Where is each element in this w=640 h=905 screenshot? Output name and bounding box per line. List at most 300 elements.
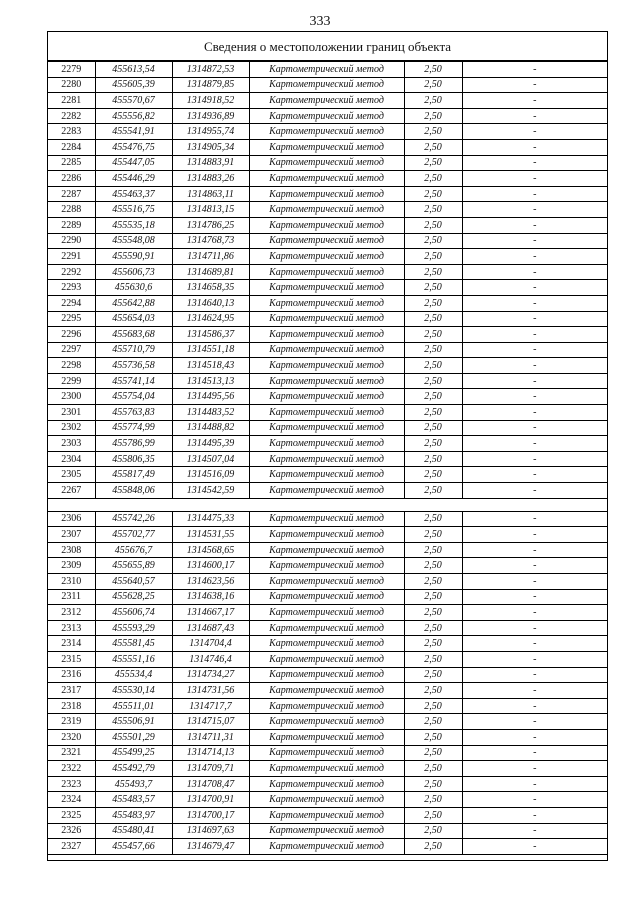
accuracy-cell: 2,50 (404, 589, 462, 605)
accuracy-cell: 2,50 (404, 574, 462, 590)
point-number-cell: 2289 (48, 217, 95, 233)
y-coordinate-cell: 1314518,43 (172, 358, 249, 374)
point-number-cell: 2288 (48, 202, 95, 218)
point-number-cell: 2291 (48, 249, 95, 265)
accuracy-cell: 2,50 (404, 839, 462, 855)
remark-cell: - (462, 667, 607, 683)
table-row (48, 233, 607, 249)
point-number-cell: 2324 (48, 792, 95, 808)
accuracy-cell: 2,50 (404, 636, 462, 652)
remark-cell: - (462, 124, 607, 140)
accuracy-cell: 2,50 (404, 327, 462, 343)
point-number-cell: 2280 (48, 77, 95, 93)
method-cell: Картометрический метод (249, 249, 404, 265)
y-coordinate-cell: 1314711,86 (172, 249, 249, 265)
table-row (48, 264, 607, 280)
point-number-cell: 2292 (48, 264, 95, 280)
accuracy-cell: 2,50 (404, 171, 462, 187)
table-row (48, 589, 607, 605)
method-cell: Картометрический метод (249, 792, 404, 808)
point-number-cell: 2293 (48, 280, 95, 296)
y-coordinate-cell: 1314714,13 (172, 745, 249, 761)
remark-cell: - (462, 186, 607, 202)
accuracy-cell: 2,50 (404, 651, 462, 667)
y-coordinate-cell: 1314516,09 (172, 467, 249, 483)
point-number-cell: 2316 (48, 667, 95, 683)
y-coordinate-cell: 1314955,74 (172, 124, 249, 140)
point-number-cell: 2321 (48, 745, 95, 761)
accuracy-cell: 2,50 (404, 807, 462, 823)
accuracy-cell: 2,50 (404, 542, 462, 558)
table-row (48, 483, 607, 499)
method-cell: Картометрический метод (249, 823, 404, 839)
table-row (48, 667, 607, 683)
accuracy-cell: 2,50 (404, 405, 462, 421)
y-coordinate-cell: 1314623,56 (172, 574, 249, 590)
method-cell: Картометрический метод (249, 171, 404, 187)
y-coordinate-cell: 1314711,31 (172, 729, 249, 745)
table-row (48, 542, 607, 558)
method-cell: Картометрический метод (249, 542, 404, 558)
method-cell: Картометрический метод (249, 264, 404, 280)
table-row (48, 108, 607, 124)
table-row (48, 792, 607, 808)
y-coordinate-cell: 1314936,89 (172, 108, 249, 124)
table-title: Сведения о местоположении границ объекта (48, 32, 607, 61)
point-number-cell: 2304 (48, 451, 95, 467)
point-number-cell: 2296 (48, 327, 95, 343)
remark-cell: - (462, 327, 607, 343)
accuracy-cell: 2,50 (404, 761, 462, 777)
table-row (48, 280, 607, 296)
x-coordinate-cell: 455741,14 (95, 373, 172, 389)
accuracy-cell: 2,50 (404, 108, 462, 124)
x-coordinate-cell: 455457,66 (95, 839, 172, 855)
table-row (48, 249, 607, 265)
point-number-cell: 2318 (48, 698, 95, 714)
accuracy-cell: 2,50 (404, 124, 462, 140)
table-row (48, 511, 607, 527)
point-number-cell: 2301 (48, 405, 95, 421)
section-separator-row (48, 498, 607, 511)
x-coordinate-cell: 455702,77 (95, 527, 172, 543)
accuracy-cell: 2,50 (404, 249, 462, 265)
method-cell: Картометрический метод (249, 139, 404, 155)
accuracy-cell: 2,50 (404, 511, 462, 527)
y-coordinate-cell: 1314687,43 (172, 620, 249, 636)
method-cell: Картометрический метод (249, 683, 404, 699)
accuracy-cell: 2,50 (404, 373, 462, 389)
method-cell: Картометрический метод (249, 295, 404, 311)
remark-cell: - (462, 405, 607, 421)
x-coordinate-cell: 455593,29 (95, 620, 172, 636)
x-coordinate-cell: 455774,99 (95, 420, 172, 436)
remark-cell: - (462, 698, 607, 714)
method-cell: Картометрический метод (249, 405, 404, 421)
x-coordinate-cell: 455606,74 (95, 605, 172, 621)
remark-cell: - (462, 761, 607, 777)
method-cell: Картометрический метод (249, 217, 404, 233)
remark-cell: - (462, 93, 607, 109)
x-coordinate-cell: 455483,57 (95, 792, 172, 808)
remark-cell: - (462, 651, 607, 667)
table-row (48, 729, 607, 745)
x-coordinate-cell: 455817,49 (95, 467, 172, 483)
method-cell: Картометрический метод (249, 233, 404, 249)
x-coordinate-cell: 455763,83 (95, 405, 172, 421)
y-coordinate-cell: 1314709,71 (172, 761, 249, 777)
x-coordinate-cell: 455736,58 (95, 358, 172, 374)
accuracy-cell: 2,50 (404, 62, 462, 78)
point-number-cell: 2325 (48, 807, 95, 823)
table-row (48, 389, 607, 405)
remark-cell: - (462, 483, 607, 499)
y-coordinate-cell: 1314667,17 (172, 605, 249, 621)
x-coordinate-cell: 455654,03 (95, 311, 172, 327)
table-row (48, 683, 607, 699)
x-coordinate-cell: 455742,26 (95, 511, 172, 527)
table-row (48, 93, 607, 109)
table-row (48, 420, 607, 436)
point-number-cell: 2286 (48, 171, 95, 187)
method-cell: Картометрический метод (249, 558, 404, 574)
y-coordinate-cell: 1314717,7 (172, 698, 249, 714)
method-cell: Картометрический метод (249, 527, 404, 543)
remark-cell: - (462, 295, 607, 311)
accuracy-cell: 2,50 (404, 358, 462, 374)
accuracy-cell: 2,50 (404, 467, 462, 483)
remark-cell: - (462, 217, 607, 233)
x-coordinate-cell: 455492,79 (95, 761, 172, 777)
point-number-cell: 2283 (48, 124, 95, 140)
method-cell: Картометрический метод (249, 574, 404, 590)
table-row (48, 77, 607, 93)
accuracy-cell: 2,50 (404, 202, 462, 218)
y-coordinate-cell: 1314708,47 (172, 776, 249, 792)
table-row (48, 124, 607, 140)
y-coordinate-cell: 1314813,15 (172, 202, 249, 218)
table-row (48, 139, 607, 155)
table-row (48, 823, 607, 839)
remark-cell: - (462, 342, 607, 358)
accuracy-cell: 2,50 (404, 139, 462, 155)
y-coordinate-cell: 1314542,59 (172, 483, 249, 499)
point-number-cell: 2279 (48, 62, 95, 78)
x-coordinate-cell: 455446,29 (95, 171, 172, 187)
method-cell: Картометрический метод (249, 436, 404, 452)
remark-cell: - (462, 839, 607, 855)
x-coordinate-cell: 455754,04 (95, 389, 172, 405)
y-coordinate-cell: 1314586,37 (172, 327, 249, 343)
remark-cell: - (462, 467, 607, 483)
table-row (48, 698, 607, 714)
point-number-cell: 2299 (48, 373, 95, 389)
y-coordinate-cell: 1314551,18 (172, 342, 249, 358)
accuracy-cell: 2,50 (404, 714, 462, 730)
accuracy-cell: 2,50 (404, 745, 462, 761)
point-number-cell: 2317 (48, 683, 95, 699)
x-coordinate-cell: 455683,68 (95, 327, 172, 343)
y-coordinate-cell: 1314638,16 (172, 589, 249, 605)
method-cell: Картометрический метод (249, 483, 404, 499)
x-coordinate-cell: 455628,25 (95, 589, 172, 605)
point-number-cell: 2287 (48, 186, 95, 202)
method-cell: Картометрический метод (249, 605, 404, 621)
table-row (48, 171, 607, 187)
remark-cell: - (462, 823, 607, 839)
point-number-cell: 2284 (48, 139, 95, 155)
remark-cell: - (462, 527, 607, 543)
y-coordinate-cell: 1314507,04 (172, 451, 249, 467)
method-cell: Картометрический метод (249, 745, 404, 761)
point-number-cell: 2294 (48, 295, 95, 311)
accuracy-cell: 2,50 (404, 823, 462, 839)
x-coordinate-cell: 455483,97 (95, 807, 172, 823)
remark-cell: - (462, 745, 607, 761)
y-coordinate-cell: 1314918,52 (172, 93, 249, 109)
remark-cell: - (462, 714, 607, 730)
x-coordinate-cell: 455480,41 (95, 823, 172, 839)
method-cell: Картометрический метод (249, 93, 404, 109)
remark-cell: - (462, 807, 607, 823)
x-coordinate-cell: 455541,91 (95, 124, 172, 140)
x-coordinate-cell: 455501,29 (95, 729, 172, 745)
point-number-cell: 2307 (48, 527, 95, 543)
table-row (48, 714, 607, 730)
x-coordinate-cell: 455590,91 (95, 249, 172, 265)
y-coordinate-cell: 1314746,4 (172, 651, 249, 667)
x-coordinate-cell: 455710,79 (95, 342, 172, 358)
point-number-cell: 2313 (48, 620, 95, 636)
accuracy-cell: 2,50 (404, 436, 462, 452)
method-cell: Картометрический метод (249, 280, 404, 296)
method-cell: Картометрический метод (249, 761, 404, 777)
accuracy-cell: 2,50 (404, 93, 462, 109)
method-cell: Картометрический метод (249, 589, 404, 605)
table-row (48, 467, 607, 483)
remark-cell: - (462, 792, 607, 808)
table-row (48, 405, 607, 421)
point-number-cell: 2281 (48, 93, 95, 109)
method-cell: Картометрический метод (249, 651, 404, 667)
method-cell: Картометрический метод (249, 202, 404, 218)
method-cell: Картометрический метод (249, 311, 404, 327)
accuracy-cell: 2,50 (404, 342, 462, 358)
y-coordinate-cell: 1314495,39 (172, 436, 249, 452)
point-number-cell: 2306 (48, 511, 95, 527)
remark-cell: - (462, 139, 607, 155)
y-coordinate-cell: 1314697,63 (172, 823, 249, 839)
x-coordinate-cell: 455548,08 (95, 233, 172, 249)
point-number-cell: 2310 (48, 574, 95, 590)
accuracy-cell: 2,50 (404, 698, 462, 714)
remark-cell: - (462, 171, 607, 187)
method-cell: Картометрический метод (249, 77, 404, 93)
table-row (48, 605, 607, 621)
remark-cell: - (462, 683, 607, 699)
table-row (48, 558, 607, 574)
point-number-cell: 2302 (48, 420, 95, 436)
table-row (48, 745, 607, 761)
y-coordinate-cell: 1314700,91 (172, 792, 249, 808)
method-cell: Картометрический метод (249, 124, 404, 140)
accuracy-cell: 2,50 (404, 155, 462, 171)
method-cell: Картометрический метод (249, 327, 404, 343)
table-row (48, 295, 607, 311)
method-cell: Картометрический метод (249, 776, 404, 792)
y-coordinate-cell: 1314768,73 (172, 233, 249, 249)
remark-cell: - (462, 558, 607, 574)
accuracy-cell: 2,50 (404, 280, 462, 296)
coordinates-table (48, 61, 607, 855)
point-number-cell: 2315 (48, 651, 95, 667)
point-number-cell: 2314 (48, 636, 95, 652)
point-number-cell: 2305 (48, 467, 95, 483)
y-coordinate-cell: 1314475,33 (172, 511, 249, 527)
method-cell: Картометрический метод (249, 698, 404, 714)
table-row (48, 839, 607, 855)
method-cell: Картометрический метод (249, 155, 404, 171)
accuracy-cell: 2,50 (404, 186, 462, 202)
point-number-cell: 2303 (48, 436, 95, 452)
x-coordinate-cell: 455506,91 (95, 714, 172, 730)
method-cell: Картометрический метод (249, 373, 404, 389)
accuracy-cell: 2,50 (404, 295, 462, 311)
point-number-cell: 2319 (48, 714, 95, 730)
y-coordinate-cell: 1314863,11 (172, 186, 249, 202)
x-coordinate-cell: 455581,45 (95, 636, 172, 652)
point-number-cell: 2312 (48, 605, 95, 621)
remark-cell: - (462, 373, 607, 389)
remark-cell: - (462, 451, 607, 467)
accuracy-cell: 2,50 (404, 264, 462, 280)
method-cell: Картометрический метод (249, 714, 404, 730)
remark-cell: - (462, 574, 607, 590)
accuracy-cell: 2,50 (404, 483, 462, 499)
x-coordinate-cell: 455642,88 (95, 295, 172, 311)
x-coordinate-cell: 455848,06 (95, 483, 172, 499)
y-coordinate-cell: 1314700,17 (172, 807, 249, 823)
x-coordinate-cell: 455655,89 (95, 558, 172, 574)
x-coordinate-cell: 455630,6 (95, 280, 172, 296)
y-coordinate-cell: 1314883,26 (172, 171, 249, 187)
accuracy-cell: 2,50 (404, 420, 462, 436)
table-row (48, 807, 607, 823)
accuracy-cell: 2,50 (404, 667, 462, 683)
remark-cell: - (462, 636, 607, 652)
accuracy-cell: 2,50 (404, 77, 462, 93)
method-cell: Картометрический метод (249, 389, 404, 405)
method-cell: Картометрический метод (249, 342, 404, 358)
table-row (48, 574, 607, 590)
remark-cell: - (462, 233, 607, 249)
accuracy-cell: 2,50 (404, 311, 462, 327)
y-coordinate-cell: 1314513,13 (172, 373, 249, 389)
point-number-cell: 2323 (48, 776, 95, 792)
method-cell: Картометрический метод (249, 511, 404, 527)
point-number-cell: 2298 (48, 358, 95, 374)
y-coordinate-cell: 1314488,82 (172, 420, 249, 436)
x-coordinate-cell: 455570,67 (95, 93, 172, 109)
accuracy-cell: 2,50 (404, 729, 462, 745)
point-number-cell: 2282 (48, 108, 95, 124)
x-coordinate-cell: 455606,73 (95, 264, 172, 280)
point-number-cell: 2322 (48, 761, 95, 777)
x-coordinate-cell: 455551,16 (95, 651, 172, 667)
point-number-cell: 2295 (48, 311, 95, 327)
y-coordinate-cell: 1314483,52 (172, 405, 249, 421)
accuracy-cell: 2,50 (404, 217, 462, 233)
method-cell: Картометрический метод (249, 807, 404, 823)
table-row (48, 186, 607, 202)
accuracy-cell: 2,50 (404, 605, 462, 621)
table-row (48, 451, 607, 467)
accuracy-cell: 2,50 (404, 233, 462, 249)
point-number-cell: 2326 (48, 823, 95, 839)
x-coordinate-cell: 455613,54 (95, 62, 172, 78)
y-coordinate-cell: 1314786,25 (172, 217, 249, 233)
point-number-cell: 2311 (48, 589, 95, 605)
x-coordinate-cell: 455463,37 (95, 186, 172, 202)
y-coordinate-cell: 1314640,13 (172, 295, 249, 311)
table-row (48, 776, 607, 792)
remark-cell: - (462, 62, 607, 78)
remark-cell: - (462, 729, 607, 745)
point-number-cell: 2297 (48, 342, 95, 358)
accuracy-cell: 2,50 (404, 451, 462, 467)
table-row (48, 202, 607, 218)
point-number-cell: 2285 (48, 155, 95, 171)
x-coordinate-cell: 455786,99 (95, 436, 172, 452)
point-number-cell: 2300 (48, 389, 95, 405)
method-cell: Картометрический метод (249, 108, 404, 124)
x-coordinate-cell: 455516,75 (95, 202, 172, 218)
y-coordinate-cell: 1314883,91 (172, 155, 249, 171)
y-coordinate-cell: 1314734,27 (172, 667, 249, 683)
method-cell: Картометрический метод (249, 636, 404, 652)
remark-cell: - (462, 77, 607, 93)
table-row (48, 527, 607, 543)
remark-cell: - (462, 155, 607, 171)
x-coordinate-cell: 455535,18 (95, 217, 172, 233)
x-coordinate-cell: 455640,57 (95, 574, 172, 590)
y-coordinate-cell: 1314600,17 (172, 558, 249, 574)
y-coordinate-cell: 1314689,81 (172, 264, 249, 280)
accuracy-cell: 2,50 (404, 620, 462, 636)
method-cell: Картометрический метод (249, 729, 404, 745)
remark-cell: - (462, 620, 607, 636)
x-coordinate-cell: 455530,14 (95, 683, 172, 699)
point-number-cell: 2290 (48, 233, 95, 249)
remark-cell: - (462, 202, 607, 218)
accuracy-cell: 2,50 (404, 389, 462, 405)
remark-cell: - (462, 542, 607, 558)
method-cell: Картометрический метод (249, 839, 404, 855)
accuracy-cell: 2,50 (404, 558, 462, 574)
y-coordinate-cell: 1314624,95 (172, 311, 249, 327)
remark-cell: - (462, 108, 607, 124)
table-row (48, 311, 607, 327)
y-coordinate-cell: 1314872,53 (172, 62, 249, 78)
y-coordinate-cell: 1314679,47 (172, 839, 249, 855)
table-row (48, 155, 607, 171)
x-coordinate-cell: 455806,35 (95, 451, 172, 467)
x-coordinate-cell: 455493,7 (95, 776, 172, 792)
method-cell: Картометрический метод (249, 62, 404, 78)
remark-cell: - (462, 389, 607, 405)
x-coordinate-cell: 455499,25 (95, 745, 172, 761)
x-coordinate-cell: 455476,75 (95, 139, 172, 155)
